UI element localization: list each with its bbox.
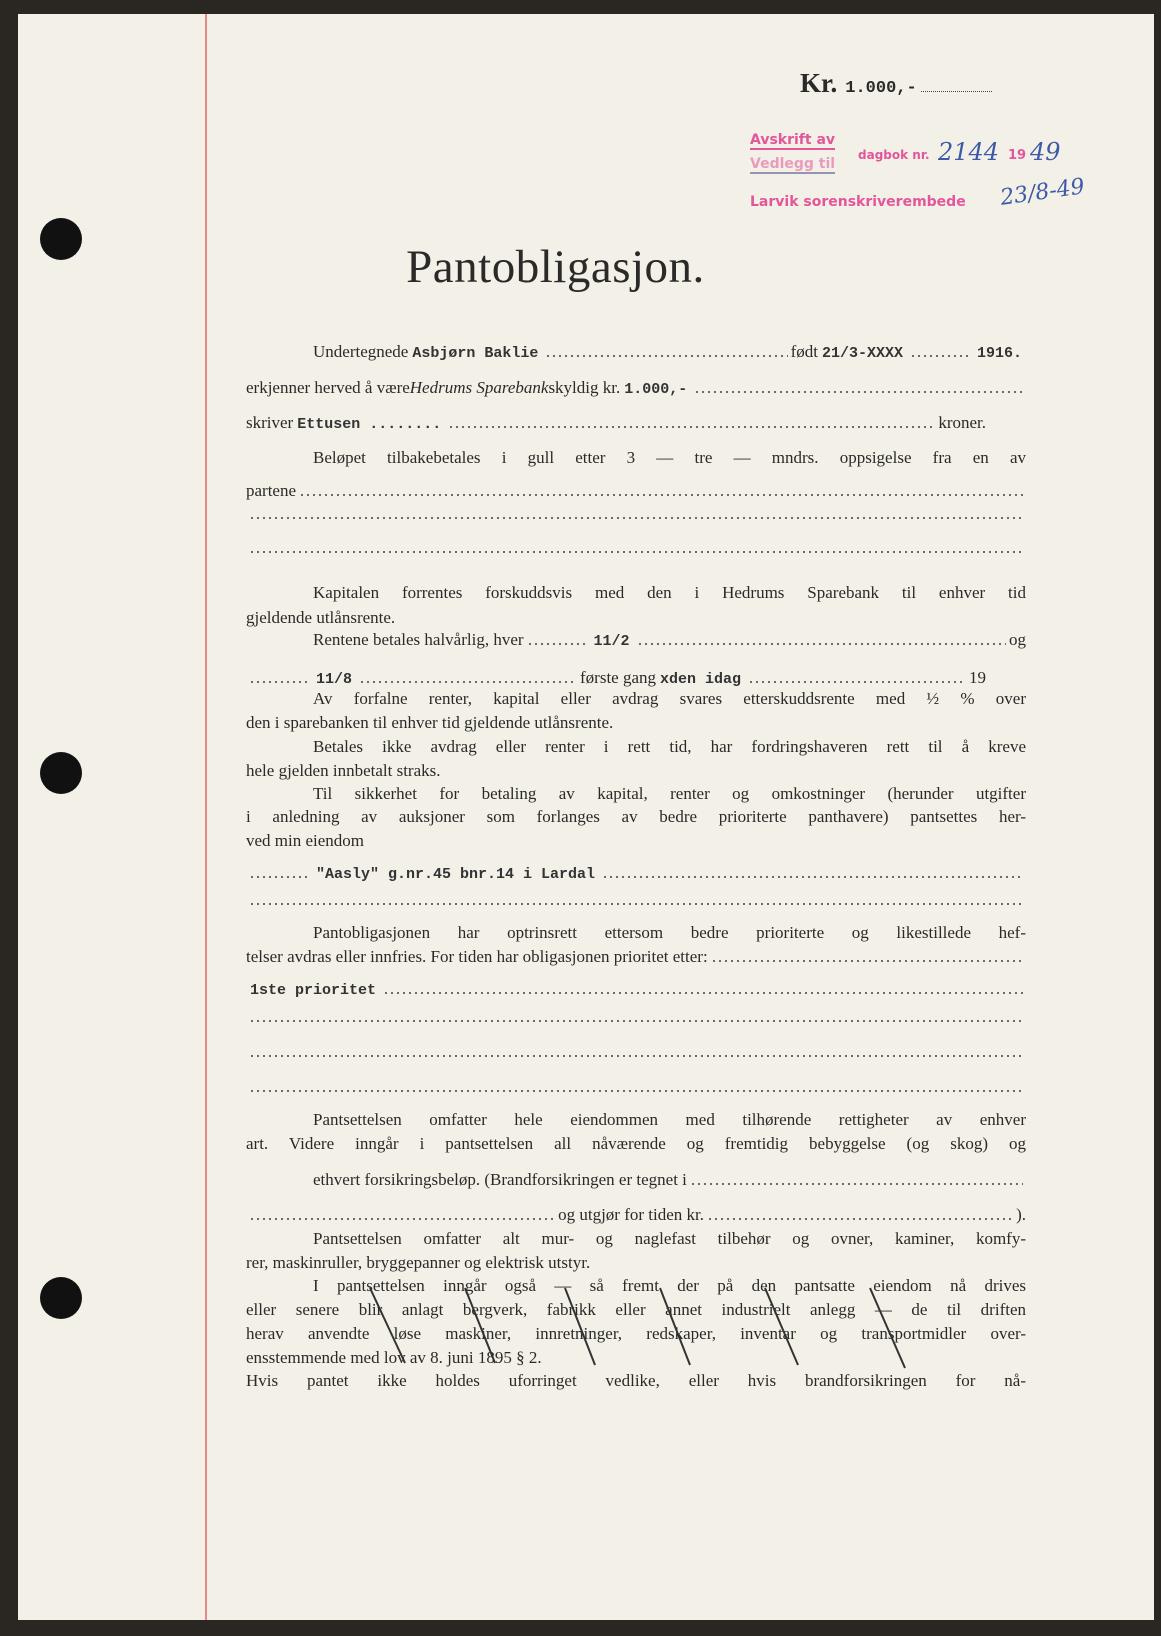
printed-text: ). [1016,1205,1027,1224]
dot-leader [249,1054,1023,1058]
printed-text: skyldig kr. [548,378,621,397]
kr-label: Kr. [800,68,838,98]
printed-text: Rentene betales halvårlig, hver [313,630,524,649]
dot-leader [694,390,1023,394]
typed-entry: xden idag [660,671,742,688]
stamp-office: Larvik sorenskriverembede [750,194,966,210]
printed-text: født [790,342,818,361]
year-suffix: 49 [1030,138,1061,166]
printed-text: og [1009,630,1026,649]
printed-text: ethvert forsikringsbeløp. (Brandforsikringen er tegnet i [313,1170,687,1189]
stamp-vedlegg: Vedlegg til [750,156,836,172]
text-line [246,713,1026,733]
printed-text: Kapitalen forrentes forskuddsvis med den i Hedrums Sparebank til enhver tid [313,583,1026,602]
text-line [246,689,1026,709]
printed-text: første gang [580,668,657,687]
document-title [0,240,1161,294]
text-line [246,807,1026,827]
dot-leader [249,902,1023,906]
printed-text: I pantsettelsen inngår også — så fremt der på den pantsatte eiendom nå drives [313,1276,1026,1295]
dot-leader [448,425,935,429]
text-line [246,1110,1026,1130]
text-line [246,1170,1026,1190]
printed-text: skriver [246,413,294,432]
dot-leader [602,875,1023,879]
dot-leader [249,1217,555,1221]
typed-entry: Asbjørn Baklie [412,345,539,362]
text-line [246,784,1026,804]
printed-text: herav anvendte løse maskiner, innretninger, redskaper, inventar og transportmidler over- [246,1324,1026,1343]
text-line [246,1205,1026,1225]
dot-leader [545,354,787,358]
text-line [246,342,1026,362]
dot-leader [637,642,1006,646]
typed-entry: 11/8 [316,671,353,688]
printed-text: Til sikkerhet for betaling av kapital, renter og omkostninger (herunder utgifter [313,784,1026,803]
punch-hole [40,1277,82,1319]
typed-entry: 11/2 [593,633,630,650]
printed-text: Pantobligasjonen har optrinsrett ettersom bedre prioriterte og likestillede hef- [313,923,1026,942]
dot-leader [249,550,1023,554]
printed-text: art. Videre inngår i pantsettelsen all nåværende og fremtidig bebyggelse (og skog) og [246,1134,1026,1153]
printed-text: eller senere blir anlagt bergverk, fabrikk eller annet industrielt anlegg — de til driften [246,1300,1026,1319]
text-line [246,902,1026,910]
printed-text: kroner. [938,413,986,432]
dot-leader [711,959,1023,963]
punch-hole [40,752,82,794]
text-line [246,448,1026,468]
text-line [246,947,1026,967]
dot-leader [383,991,1023,995]
dot-leader [359,680,577,684]
printed-text: hele gjelden innbetalt straks. [246,761,441,780]
typed-entry: 21/3-XXXX [821,345,903,362]
text-line [246,982,1026,999]
dagbok-number: 2144 [938,138,1000,166]
printed-text: og utgjør for tiden kr. [558,1205,704,1224]
printed-text: telser avdras eller innfries. For tiden har obligasjonen prioritet etter: [246,947,708,966]
text-line [246,923,1026,943]
printed-text: 19 [969,668,987,687]
text-line [246,1371,1026,1391]
printed-text: rer, maskinruller, bryggepanner og elektrisk utstyr. [246,1253,591,1272]
text-line [246,1253,1026,1273]
printed-text: partene [246,481,297,500]
dot-leader [707,1217,1013,1221]
printed-text: Undertegnede [313,342,409,361]
title-text: Pantobligasjon. [406,241,705,293]
stamp-avskrift: Avskrift av [750,132,836,148]
text-line [246,831,1026,851]
text-line [246,583,1026,603]
kr-value: 1.000,- [845,79,917,98]
printed-text: Hvis pantet ikke holdes uforringet vedlike, eller hvis brandforsikringen for nå- [246,1371,1026,1390]
text-line [246,761,1026,781]
text-line [246,1089,1026,1097]
text-line [246,550,1026,558]
dot-leader [299,493,1023,497]
printed-text: ved min eiendom [246,831,365,850]
dot-leader [249,516,1023,520]
amount-header [800,68,992,99]
handwritten-date: 23/8-49 [998,174,1087,211]
stamp-year-prefix: 19 [1008,148,1027,163]
text-line [246,668,1026,688]
printed-text: Pantsettelsen omfatter alt mur- og naglefast tilbehør og ovner, kaminer, komfy- [313,1229,1026,1248]
typed-entry: 1ste prioritet [250,982,377,999]
dot-leader [249,1089,1023,1093]
text-line [246,1229,1026,1249]
printed-text: i anledning av auksjoner som forlanges av bedre prioriterte panthavere) pantsettes her- [246,807,1026,826]
typed-entry: "Aasly" g.nr.45 bnr.14 i Lardal [316,866,596,883]
dot-leader [748,680,966,684]
printed-text: ensstemmende med lov av 8. juni 1895 § 2. [246,1348,542,1367]
text-line [246,1054,1026,1062]
printed-text: erkjenner herved å være [246,378,410,397]
printed-text: den i sparebanken til enhver tid gjeldende utlånsrente. [246,713,614,732]
typed-entry: 1.000,- [624,381,688,398]
printed-text: Av forfalne renter, kapital eller avdrag svares etterskuddsrente med ½ % over [313,689,1026,708]
printed-text: Betales ikke avdrag eller renter i rett tid, har fordringshaveren rett til å kreve [313,737,1026,756]
dot-leader [690,1182,1023,1186]
handwritten-tick-marks [330,1283,990,1373]
text-line [246,378,1026,398]
dot-leader [527,642,587,646]
text-line [246,1134,1026,1154]
text-line [246,516,1026,524]
dot-leader [249,1019,1023,1023]
printed-text: gjeldende utlånsrente. [246,608,396,627]
stamp-dagbok: dagbok nr. [858,148,930,162]
printed-text: Beløpet tilbakebetales i gull etter 3 — tre — mndrs. oppsigelse fra en av [313,448,1026,467]
printed-text: Hedrums Sparebank [409,378,549,397]
text-line [246,866,1026,883]
text-line [246,413,1026,433]
dot-leader [910,354,970,358]
text-line [246,630,1026,650]
text-line [246,1019,1026,1027]
text-line [246,737,1026,757]
typed-entry: Ettusen ........ [297,416,442,433]
dot-leader [921,90,992,92]
dot-leader [249,680,309,684]
text-line [246,608,1026,628]
dot-leader [249,875,309,879]
text-line [246,481,1026,501]
typed-entry: 1916. [976,345,1022,362]
printed-text: Pantsettelsen omfatter hele eiendommen med tilhørende rettigheter av enhver [313,1110,1026,1129]
